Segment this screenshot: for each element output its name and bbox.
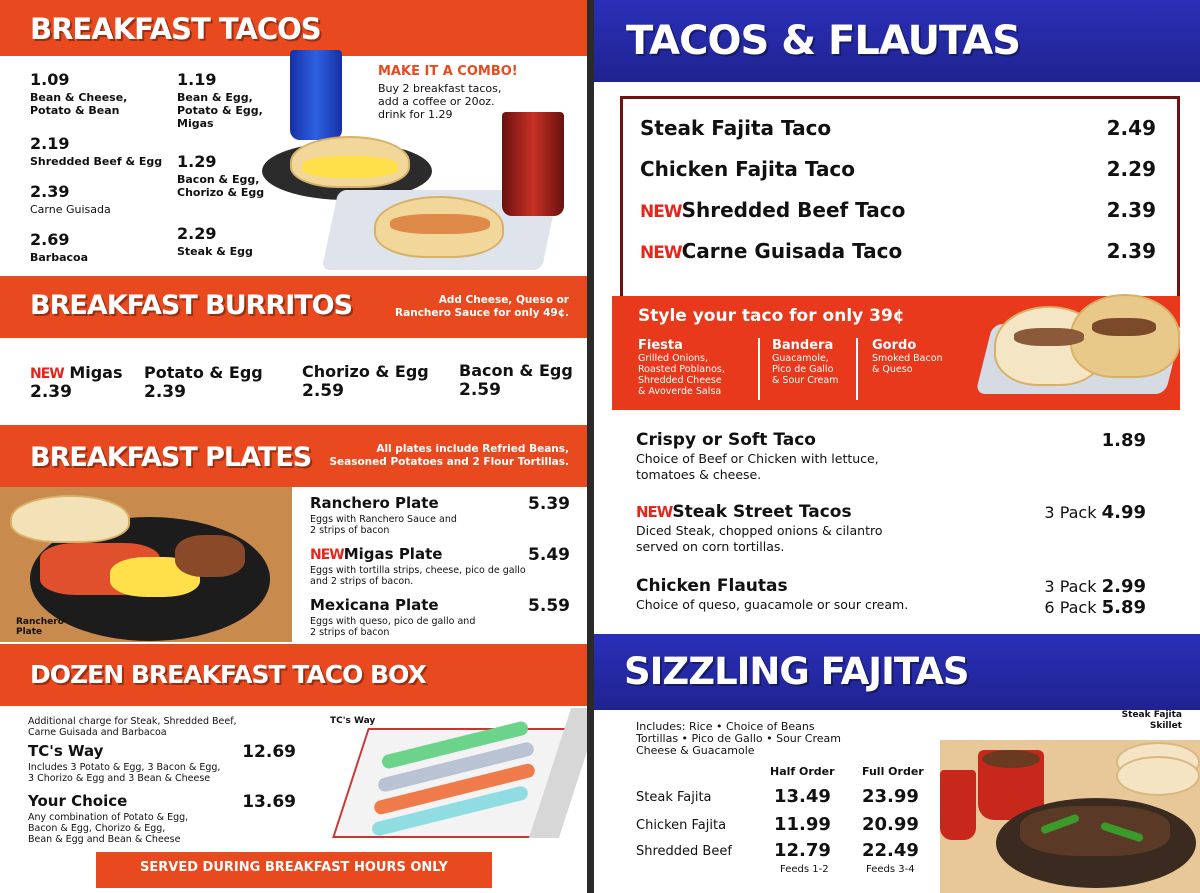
burrito-price: 2.39: [144, 382, 186, 402]
menu-item: [636, 430, 1146, 483]
plate-name: Ranchero Plate: [310, 494, 439, 512]
half-order-header: Half Order: [770, 765, 835, 778]
taco-name: Bean & Egg, Potato & Egg, Migas: [177, 91, 263, 130]
taco-name: Carne Guisada Taco: [681, 239, 903, 263]
new-badge: NEW: [30, 366, 64, 382]
fajita-name: Chicken Fajita: [636, 818, 727, 833]
tortilla-icon: [10, 495, 130, 543]
burrito-name: Migas: [69, 363, 123, 382]
taco-name: Carne Guisada: [30, 203, 111, 216]
item-name: Chicken Flautas: [636, 576, 788, 596]
item-name: Crispy or Soft Taco: [636, 430, 816, 450]
style-option-name: Fiesta: [638, 338, 683, 353]
tacos-flautas-header: [594, 0, 1200, 82]
divider: [758, 338, 760, 400]
taco-name: Shredded Beef & Egg: [30, 155, 163, 168]
item-price: 4.99: [1101, 502, 1146, 523]
right-menu-panel: [594, 0, 1200, 893]
taco-price: 2.49: [1106, 116, 1156, 140]
burritos-note: Add Cheese, Queso or Ranchero Sauce for only 49¢.: [395, 294, 569, 319]
style-your-taco-band: [612, 296, 1180, 410]
new-badge: NEW: [310, 547, 344, 563]
featured-taco-row: [640, 198, 1156, 222]
combo-text: Buy 2 breakfast tacos, add a coffee or 20oz. drink for 1.29: [378, 82, 502, 121]
pack-label: 6 Pack: [1044, 598, 1097, 617]
fajita-skillet-photo: [940, 740, 1200, 893]
tortilla-stack-icon: [1116, 756, 1200, 796]
taco-item: [177, 152, 264, 199]
plate-price: 5.59: [528, 596, 570, 616]
taco-box-photo-caption: TC's Way: [330, 716, 376, 726]
full-price: 23.99: [862, 786, 919, 807]
menu-item: [636, 576, 1146, 618]
featured-taco-row: [640, 239, 1156, 263]
taco-price: 2.39: [1106, 239, 1156, 263]
plate-price: 5.39: [528, 494, 570, 514]
egg-filling-icon: [302, 156, 398, 178]
divider: [856, 338, 858, 400]
style-option-name: Bandera: [772, 338, 834, 353]
taco-icon: [1070, 294, 1180, 378]
ranchero-plate-photo: [0, 487, 292, 642]
full-order-header: Full Order: [862, 765, 924, 778]
styled-taco-photo: [974, 288, 1174, 406]
featured-taco-row: [640, 157, 1156, 181]
new-badge: NEW: [640, 243, 682, 263]
taco-price: 2.39: [30, 182, 70, 201]
taco-item: [30, 182, 111, 216]
taco-box-title: DOZEN BREAKFAST TACO BOX: [30, 660, 426, 689]
plate-item: [310, 494, 570, 536]
taco-box-item: [28, 792, 296, 845]
plate-name: Migas Plate: [343, 545, 443, 563]
style-option-desc: Guacamole, Pico de Gallo & Sour Cream: [772, 353, 839, 386]
new-badge: NEW: [640, 202, 682, 222]
taco-name: Steak & Egg: [177, 245, 253, 258]
left-menu-panel: [0, 0, 587, 893]
full-price: 20.99: [862, 814, 919, 835]
fajitas-title: SIZZLING FAJITAS: [624, 650, 969, 693]
pack-label: 3 Pack: [1044, 503, 1097, 522]
burrito-name: Potato & Egg: [144, 363, 263, 382]
plate-price: 5.49: [528, 545, 570, 565]
taco-box-item: [28, 742, 296, 784]
breakfast-plates-title: BREAKFAST PLATES: [30, 442, 312, 473]
breakfast-burritos-title: BREAKFAST BURRITOS: [30, 290, 353, 321]
pico-cup-icon: [940, 770, 976, 840]
taco-box-photo: [340, 708, 585, 848]
taco-item: [177, 70, 263, 130]
taco-box-price: 12.69: [242, 742, 296, 762]
plate-item: [310, 545, 570, 587]
style-option-name: Gordo: [872, 338, 917, 353]
item-desc: Choice of queso, guacamole or sour cream.: [636, 597, 909, 612]
new-badge: NEW: [636, 503, 673, 521]
fajita-name: Shredded Beef: [636, 844, 732, 859]
burrito-price: 2.39: [30, 382, 72, 402]
fajitas-header: [594, 634, 1200, 710]
taco-item: [30, 70, 127, 117]
breakfast-hours-banner: SERVED DURING BREAKFAST HOURS ONLY: [96, 852, 492, 888]
tacos-flautas-title: TACOS & FLAUTAS: [626, 18, 1021, 64]
taco-name: Bacon & Egg, Chorizo & Egg: [177, 173, 265, 199]
style-option-desc: Smoked Bacon & Queso: [872, 353, 943, 375]
chorizo-filling-icon: [390, 214, 490, 234]
menu-item: [636, 502, 1146, 555]
plate-item: [310, 596, 570, 638]
breakfast-plates-header: [0, 425, 587, 487]
coffee-cup-icon: [502, 112, 564, 216]
taco-price: 2.29: [1106, 157, 1156, 181]
item-price: 2.99: [1101, 576, 1146, 597]
featured-taco-row: [640, 116, 1156, 140]
fajita-name: Steak Fajita: [636, 790, 712, 805]
beans-icon: [982, 750, 1040, 768]
half-price: 12.79: [774, 840, 831, 861]
taco-box-desc: Any combination of Potato & Egg, Bacon & Egg, Chorizo & Egg, Bean & Egg and Bean & Cheese: [28, 812, 189, 845]
item-price: 5.89: [1101, 597, 1146, 618]
full-price: 22.49: [862, 840, 919, 861]
taco-name: Bean & Cheese, Potato & Bean: [30, 91, 128, 117]
skillet-photo-caption: Steak Fajita Skillet: [1121, 710, 1182, 731]
style-option-desc: Grilled Onions, Roasted Poblanos, Shredded Cheese & Avoverde Salsa: [638, 353, 725, 397]
burrito-item: [30, 363, 123, 402]
taco-price: 2.69: [30, 230, 70, 249]
taco-price: 1.19: [177, 70, 217, 89]
burrito-item: [144, 363, 263, 402]
taco-box-price: 13.69: [242, 792, 296, 812]
burrito-name: Bacon & Egg: [459, 361, 573, 380]
taco-item: [177, 224, 253, 258]
burrito-price: 2.59: [302, 381, 344, 401]
taco-name: Barbacoa: [30, 251, 89, 264]
taco-price: 2.19: [30, 134, 70, 153]
plate-photo-caption: Ranchero Plate: [16, 617, 64, 637]
taco-box-name: TC's Way: [28, 742, 104, 760]
half-price: 11.99: [774, 814, 831, 835]
item-price: 1.89: [1101, 430, 1146, 451]
item-desc: Diced Steak, chopped onions & cilantro served on corn tortillas.: [636, 523, 883, 554]
style-option: [638, 338, 748, 397]
taco-price: 2.29: [177, 224, 217, 243]
plates-note: All plates include Refried Beans, Seasoned Potatoes and 2 Flour Tortillas.: [329, 443, 569, 468]
taco-box-note: Additional charge for Steak, Shredded Beef, Carne Guisada and Barbacoa: [28, 716, 237, 738]
burrito-item: [302, 362, 429, 401]
plate-desc: Eggs with queso, pico de gallo and 2 strips of bacon: [310, 616, 476, 638]
burrito-price: 2.59: [459, 380, 501, 400]
plate-desc: Eggs with tortilla strips, cheese, pico de gallo and 2 strips of bacon.: [310, 565, 526, 587]
breakfast-burritos-header: [0, 276, 587, 338]
steak-filling-icon: [1092, 318, 1156, 336]
style-option: [872, 338, 962, 375]
burrito-item: [459, 361, 573, 400]
item-name: Steak Street Tacos: [672, 502, 852, 522]
taco-box-name: Your Choice: [28, 792, 128, 810]
taco-price: 1.09: [30, 70, 70, 89]
beans-icon: [175, 535, 245, 577]
taco-item: [30, 230, 88, 264]
taco-name: Steak Fajita Taco: [640, 116, 832, 140]
feeds-half: Feeds 1-2: [780, 864, 829, 875]
pack-label: 3 Pack: [1044, 577, 1097, 596]
burrito-name: Chorizo & Egg: [302, 362, 429, 381]
steak-filling-icon: [1014, 328, 1084, 346]
coffee-cup-icon: [290, 50, 342, 140]
item-desc: Choice of Beef or Chicken with lettuce, tomatoes & cheese.: [636, 451, 879, 482]
fajitas-includes: Includes: Rice • Choice of Beans Tortillas • Pico de Gallo • Sour Cream Cheese & Guacamole: [636, 720, 841, 757]
combo-title: MAKE IT A COMBO!: [378, 64, 518, 79]
style-title: Style your taco for only 39¢: [638, 306, 905, 326]
taco-box-desc: Includes 3 Potato & Egg, 3 Bacon & Egg, 3 Chorizo & Egg and 3 Bean & Cheese: [28, 762, 221, 784]
breakfast-tacos-title: BREAKFAST TACOS: [30, 12, 321, 46]
feeds-full: Feeds 3-4: [866, 864, 915, 875]
taco-price: 1.29: [177, 152, 217, 171]
style-option: [772, 338, 858, 386]
taco-name: Shredded Beef Taco: [681, 198, 906, 222]
breakfast-tacos-header: [0, 0, 587, 56]
plate-name: Mexicana Plate: [310, 596, 439, 614]
taco-item: [30, 134, 162, 168]
taco-price: 2.39: [1106, 198, 1156, 222]
taco-box-header: [0, 644, 587, 706]
half-price: 13.49: [774, 786, 831, 807]
plate-desc: Eggs with Ranchero Sauce and 2 strips of bacon: [310, 514, 457, 536]
taco-name: Chicken Fajita Taco: [640, 157, 856, 181]
